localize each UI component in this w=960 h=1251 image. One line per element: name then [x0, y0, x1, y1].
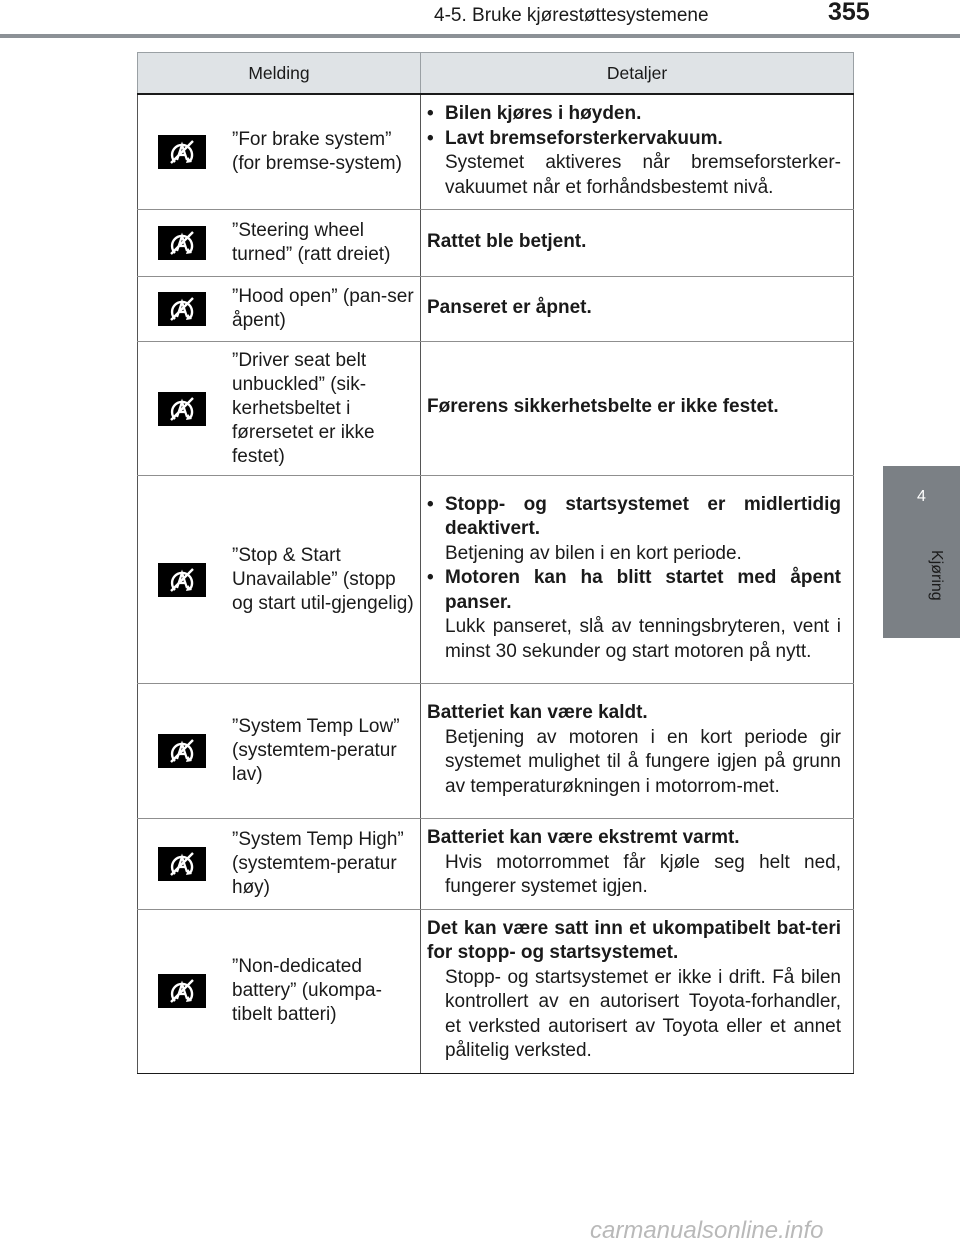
stop-start-warning-icon: [158, 974, 206, 1008]
table-row: [138, 277, 854, 342]
header-message: Melding: [138, 53, 421, 95]
chapter-label: Kjøring: [928, 550, 945, 601]
detail-body: Systemet aktiveres når bremseforsterker-vakuumet når et forhåndsbestemt nivå.: [445, 152, 841, 198]
message-text: ”For brake system” (for bremse-system): [232, 129, 402, 174]
message-text: ”Steering wheel turned” (ratt dreiet): [232, 220, 391, 265]
detail-bold: Lavt bremseforsterkervakuum.: [445, 127, 723, 149]
detail-body: Betjening av bilen i en kort periode.: [445, 542, 742, 564]
table-row: [138, 819, 854, 910]
detail-bold: Bilen kjøres i høyden.: [445, 103, 642, 124]
table-header-row: [138, 53, 854, 95]
table-row: [138, 342, 854, 476]
watermark: carmanualsonline.info: [590, 1217, 824, 1244]
header-rule: [0, 34, 960, 38]
message-text: ”System Temp Low” (systemtem-peratur lav): [232, 716, 400, 785]
stop-start-warning-icon: [158, 563, 206, 597]
table-row: [138, 909, 854, 1073]
message-table: [137, 52, 854, 1074]
stop-start-warning-icon: [158, 292, 206, 326]
stop-start-warning-icon: [158, 734, 206, 768]
detail-bold: Batteriet kan være kaldt.: [427, 702, 648, 723]
table-row: [138, 210, 854, 277]
detail-text: • Bilen kjøres i høyden. • Lavt bremseforsterkervakuum. Systemet aktiveres når bremseforsterker-vakuumet når et forhåndsbestemt nivå.: [427, 103, 841, 198]
detail-body: Betjening av motoren i en kort periode gir systemet mulighet til å fungere igjen på grunn av temperaturøkningen i motorrom-met.: [445, 726, 841, 797]
detail-bold: Rattet ble betjent.: [427, 230, 587, 252]
table-row: [138, 476, 854, 684]
message-text: ”System Temp High” (systemtem-peratur høy): [232, 828, 404, 898]
detail-bold: Det kan være satt inn et ukompatibelt bat-teri for stopp- og startsystemet.: [427, 917, 841, 963]
table-row: [138, 94, 854, 210]
message-text: ”Hood open” (pan-ser åpent): [232, 286, 414, 331]
stop-start-warning-icon: [158, 847, 206, 881]
table-row: [138, 684, 854, 819]
detail-bold: Førerens sikkerhetsbelte er ikke festet.: [427, 396, 779, 418]
message-text: ”Driver seat belt unbuckled” (sik-kerhetsbeltet i førersetet er ikke festet): [232, 349, 375, 467]
detail-bold: Panseret er åpnet.: [427, 296, 592, 318]
detail-body: Stopp- og startsystemet er ikke i drift. Få bilen kontrollert av en autorisert Toyota-forhandler, et verksted autorisert av Toyota eller et annet pålitelig verksted.: [445, 966, 841, 1061]
header-details: Detaljer: [421, 53, 854, 95]
chapter-number: 4: [917, 488, 926, 505]
page-number: 355: [828, 0, 870, 26]
detail-bold: Motoren kan ha blitt startet med åpent panser.: [445, 567, 841, 613]
message-text: ”Stop & Start Unavailable” (stopp og start util-gjengelig): [232, 544, 414, 614]
message-text: ”Non-dedicated battery” (ukompa-tibelt batteri): [232, 956, 382, 1025]
stop-start-warning-icon: [158, 135, 206, 169]
detail-text: • Stopp- og startsystemet er midlertidig deaktivert. Betjening av bilen i en kort periode. • Motoren kan ha blitt startet med åpent panser. Lukk panseret, slå av tenningsbryteren, vent i minst 30 sekunder og start motoren på nytt.: [427, 493, 841, 662]
detail-body: Hvis motorrommet får kjøle seg helt ned, fungerer systemet igjen.: [445, 851, 841, 897]
detail-body: Lukk panseret, slå av tenningsbryteren, vent i minst 30 sekunder og start motoren på nytt.: [445, 616, 841, 662]
section-title: 4-5. Bruke kjørestøttesystemene: [434, 5, 709, 26]
detail-bold: Batteriet kan være ekstremt varmt.: [427, 827, 740, 848]
stop-start-warning-icon: [158, 226, 206, 260]
stop-start-warning-icon: [158, 392, 206, 426]
detail-bold: Stopp- og startsystemet er midlertidig deaktivert.: [445, 493, 841, 540]
